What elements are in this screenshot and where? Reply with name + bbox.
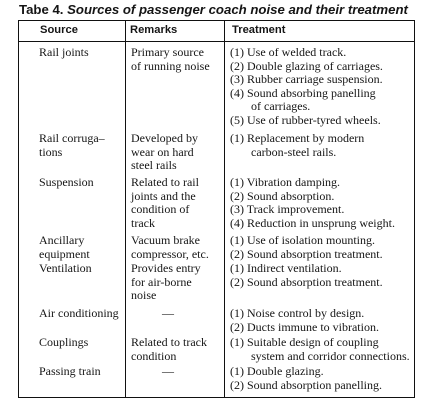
header-remarks: Remarks: [130, 24, 178, 36]
cell-treatment-couplings: [230, 336, 410, 363]
remarks-line: track: [131, 215, 155, 230]
treatment-line: of carriages.: [251, 99, 311, 114]
source-line: Passing train: [39, 364, 101, 378]
cell-treatment-ancillary-equipment: [230, 234, 383, 261]
remarks-line: Related to track: [131, 335, 207, 349]
header-divider: [18, 41, 415, 42]
cell-treatment-suspension: [230, 176, 395, 230]
cell-source-air-conditioning: [39, 307, 119, 321]
treatment-line: (5) Use of rubber-tyred wheels.: [230, 112, 381, 127]
remarks-line: Developed by: [131, 131, 198, 145]
remarks-line: steel rails: [131, 158, 177, 173]
remarks-line: wear on hard: [131, 144, 194, 159]
remarks-line: of running noise: [131, 58, 210, 73]
source-line: Rail corruga–: [39, 131, 105, 145]
header-treatment: Treatment: [232, 24, 286, 36]
treatment-line: (1) Suitable design of coupling: [230, 335, 379, 349]
treatment-line: (1) Replacement by modern: [230, 131, 365, 145]
remarks-line: Vacuum brake: [131, 233, 200, 247]
cell-remarks-passing-train: [131, 365, 174, 379]
treatment-line: (1) Vibration damping.: [230, 175, 341, 189]
cell-source-rail-joints: [39, 46, 89, 60]
remarks-line: condition: [131, 348, 177, 363]
header-source: Source: [40, 24, 78, 36]
treatment-line: (3) Rubber carriage suspension.: [230, 72, 383, 87]
cell-remarks-suspension: [131, 176, 199, 230]
treatment-line: system and corridor connections.: [251, 348, 410, 363]
treatment-line: (2) Sound absorption treatment.: [230, 246, 383, 261]
treatment-line: (4) Sound absorbing panelling: [230, 85, 376, 100]
column-divider-2: [224, 20, 225, 398]
treatment-line: carbon-steel rails.: [251, 144, 337, 159]
source-line: Rail joints: [39, 45, 89, 59]
treatment-line: (1) Use of welded track.: [230, 45, 347, 59]
cell-source-ancillary-equipment: [39, 234, 90, 261]
remarks-line: for air-borne: [131, 274, 192, 289]
cell-source-rail-corrugations: [39, 132, 105, 159]
treatment-line: (1) Indirect ventilation.: [230, 261, 342, 275]
remarks-line: noise: [131, 288, 157, 303]
remarks-line: —: [162, 364, 174, 378]
source-line: Ancillary: [39, 233, 85, 247]
table-title: [19, 2, 408, 17]
treatment-line: (1) Use of isolation mounting.: [230, 233, 375, 247]
source-line: Couplings: [39, 335, 89, 349]
cell-source-couplings: [39, 336, 88, 350]
cell-remarks-couplings: [131, 336, 207, 363]
remarks-line: Primary source: [131, 45, 204, 59]
cell-remarks-rail-joints: [131, 46, 210, 73]
cell-source-suspension: [39, 176, 94, 190]
cell-remarks-ancillary-equipment: [131, 234, 209, 261]
cell-treatment-passing-train: [230, 365, 382, 392]
cell-treatment-ventilation: [230, 262, 383, 289]
remarks-line: Provides entry: [131, 261, 201, 275]
cell-treatment-rail-joints: [230, 46, 383, 128]
treatment-line: (1) Noise control by design.: [230, 306, 365, 320]
remarks-line: joints and the: [131, 188, 196, 203]
treatment-line: (4) Reduction in unsprung weight.: [230, 215, 395, 230]
cell-remarks-air-conditioning: [131, 307, 174, 321]
column-divider-1: [125, 20, 126, 398]
table-number: Tabe 4.: [19, 2, 64, 17]
treatment-line: (3) Track improvement.: [230, 202, 345, 217]
remarks-line: condition of: [131, 202, 190, 217]
cell-treatment-rail-corrugations: [230, 132, 364, 159]
source-line: Air conditioning: [39, 306, 119, 320]
source-line: Suspension: [39, 175, 94, 189]
treatment-line: (2) Sound absorption panelling.: [230, 377, 382, 392]
cell-remarks-ventilation: [131, 262, 201, 303]
treatment-line: (2) Double glazing of carriages.: [230, 58, 383, 73]
cell-treatment-air-conditioning: [230, 307, 379, 334]
treatment-line: (2) Sound absorption.: [230, 188, 335, 203]
treatment-line: (1) Double glazing.: [230, 364, 324, 378]
cell-remarks-rail-corrugations: [131, 132, 198, 173]
treatment-line: (2) Sound absorption treatment.: [230, 274, 383, 289]
remarks-line: compressor, etc.: [131, 246, 209, 261]
source-line: Ventilation: [39, 261, 92, 275]
cell-source-passing-train: [39, 365, 101, 379]
remarks-line: Related to rail: [131, 175, 199, 189]
table-caption: Sources of passenger coach noise and their treatment: [67, 2, 408, 17]
cell-source-ventilation: [39, 262, 92, 276]
treatment-line: (2) Ducts immune to vibration.: [230, 319, 379, 334]
source-line: equipment: [39, 246, 90, 261]
source-line: tions: [39, 144, 63, 159]
remarks-line: —: [162, 306, 174, 320]
